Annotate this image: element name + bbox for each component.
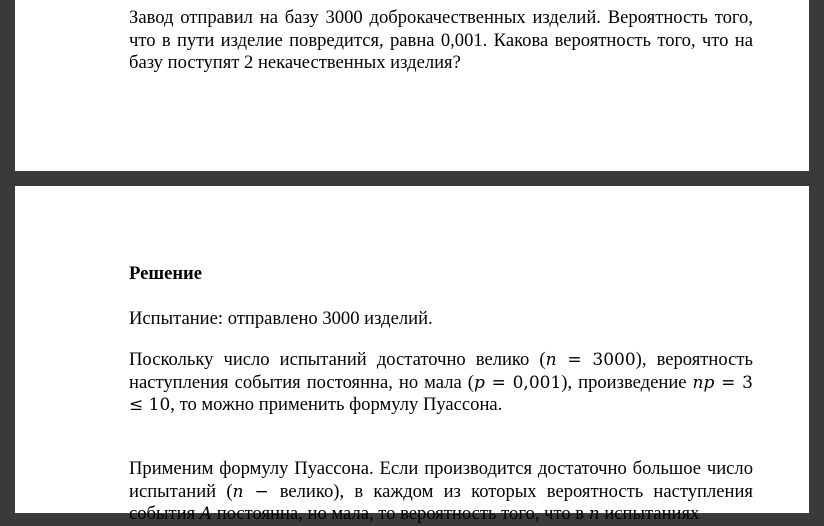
reasoning-text-1: Поскольку число испытаний достаточно велико ( xyxy=(129,349,546,370)
math-n-large: n xyxy=(232,481,244,502)
reasoning-text-2: ), вероятность наступления события постоянна, но мала ( xyxy=(129,349,753,393)
math-np-value: = 3 ≤ 10 xyxy=(129,372,753,415)
apply-text-4: испытаниях xyxy=(599,503,700,524)
reasoning-text-4: , то можно применить формулу Пуассона. xyxy=(170,394,503,415)
trial-statement: Испытание: отправлено 3000 изделий. xyxy=(129,308,433,329)
math-n-value: = 3000 xyxy=(556,350,636,370)
document-page-1 xyxy=(15,0,809,171)
reasoning-text-3: ), произведение xyxy=(561,371,693,393)
apply-text-1: Применим формулу Пуассона. Если производится достаточно большое число испытаний ( xyxy=(129,458,753,502)
task-statement: Завод отправил на базу 3000 доброкачественных изделий. Вероятность того, что в пути изделие повредится, равна 0,001. Какова вероятность того, что на базу поступят 2 некачественных изделия? xyxy=(129,7,753,73)
math-dash: − xyxy=(243,481,280,502)
reasoning-paragraph xyxy=(129,349,753,417)
math-p: p xyxy=(473,372,485,393)
apply-text-2: велико), в каждом из которых вероятность наступления события xyxy=(129,480,753,524)
poisson-application-paragraph xyxy=(129,458,753,526)
document-page-2 xyxy=(15,186,809,524)
math-n: n xyxy=(545,350,557,370)
math-event-a: A xyxy=(199,504,213,524)
apply-text-3: постоянна, но мала, то вероятность того, что в xyxy=(212,503,589,524)
solution-heading: Решение xyxy=(129,263,202,284)
math-n-trials: n xyxy=(588,504,600,524)
math-np: np xyxy=(692,372,715,393)
math-p-value: = 0,001 xyxy=(484,372,562,393)
